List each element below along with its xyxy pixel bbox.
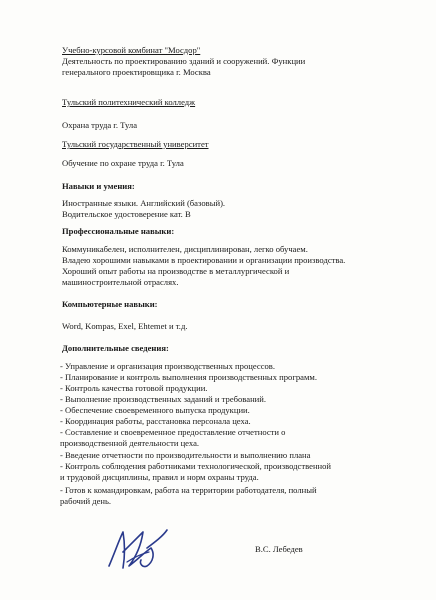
additional-info-item: - Составление и своевременное предоставление отчетности о [60,427,286,437]
additional-info-item: - Контроль качества готовой продукции. [60,383,208,393]
employer-description-line-2: генерального проектировщика г. Москва [62,67,211,77]
signature-name: В.С. Лебедев [255,544,303,554]
additional-info-item: рабочий день. [60,496,112,506]
skills-line: Иностранные языки. Английский (базовый). [62,198,226,208]
additional-info-item: - Введение отчетности по производительности и выполнению плана [60,450,311,460]
additional-info-item: - Планирование и контроль выполнения производственных программ. [60,372,317,382]
additional-info-item: - Координация работы, расстановка персонала цеха. [60,416,251,426]
employer-description-line-1: Деятельность по проектированию зданий и сооружений. Функции [62,56,306,66]
additional-info-item: - Контроль соблюдения работниками технологической, производственной [60,461,332,471]
professional-skills-line: Хороший опыт работы на производстве в металлургической и [62,266,290,276]
additional-info-item: - Обеспечение своевременного выпуска продукции. [60,405,250,415]
professional-skills-line: машиностроительной отраслях. [62,277,179,287]
education-course-2: Обучение по охране труда г. Тула [62,158,184,168]
skills-heading: Навыки и умения: [62,181,135,191]
skills-line: Водительское удостоверение кат. В [62,209,191,219]
computer-skills-line: Word, Kompas, Exel, Ehtemet и т.д. [62,321,188,331]
professional-skills-line: Владею хорошими навыками в проектировании и организации производства. [62,255,346,265]
additional-info-item: - Выполнение производственных заданий и требований. [60,394,267,404]
additional-info-item: - Управление и организация производственных процессов. [60,361,276,371]
education-institution-2: Тульский государственный университет [62,139,209,149]
education-institution-1: Тульский политехнический колледж [62,97,196,107]
additional-info-item: - Готов к командировкам, работа на территории работодателя, полный [60,485,317,495]
education-course-1: Охрана труда г. Тула [62,120,138,130]
additional-info-item: производственной деятельности цеха. [60,438,200,448]
computer-skills-heading: Компьютерные навыки: [62,299,158,309]
employer-name: Учебно-курсовой комбинат "Мосдор" [62,45,201,55]
professional-skills-line: Коммуникабелен, исполнителен, дисциплинирован, легко обучаем. [62,244,308,254]
handwritten-signature [103,522,173,574]
additional-info-heading: Дополнительные сведения: [62,343,169,353]
additional-info-item: и трудовой дисциплины, правил и норм охраны труда. [60,472,259,482]
professional-skills-heading: Профессиональные навыки: [62,226,175,236]
